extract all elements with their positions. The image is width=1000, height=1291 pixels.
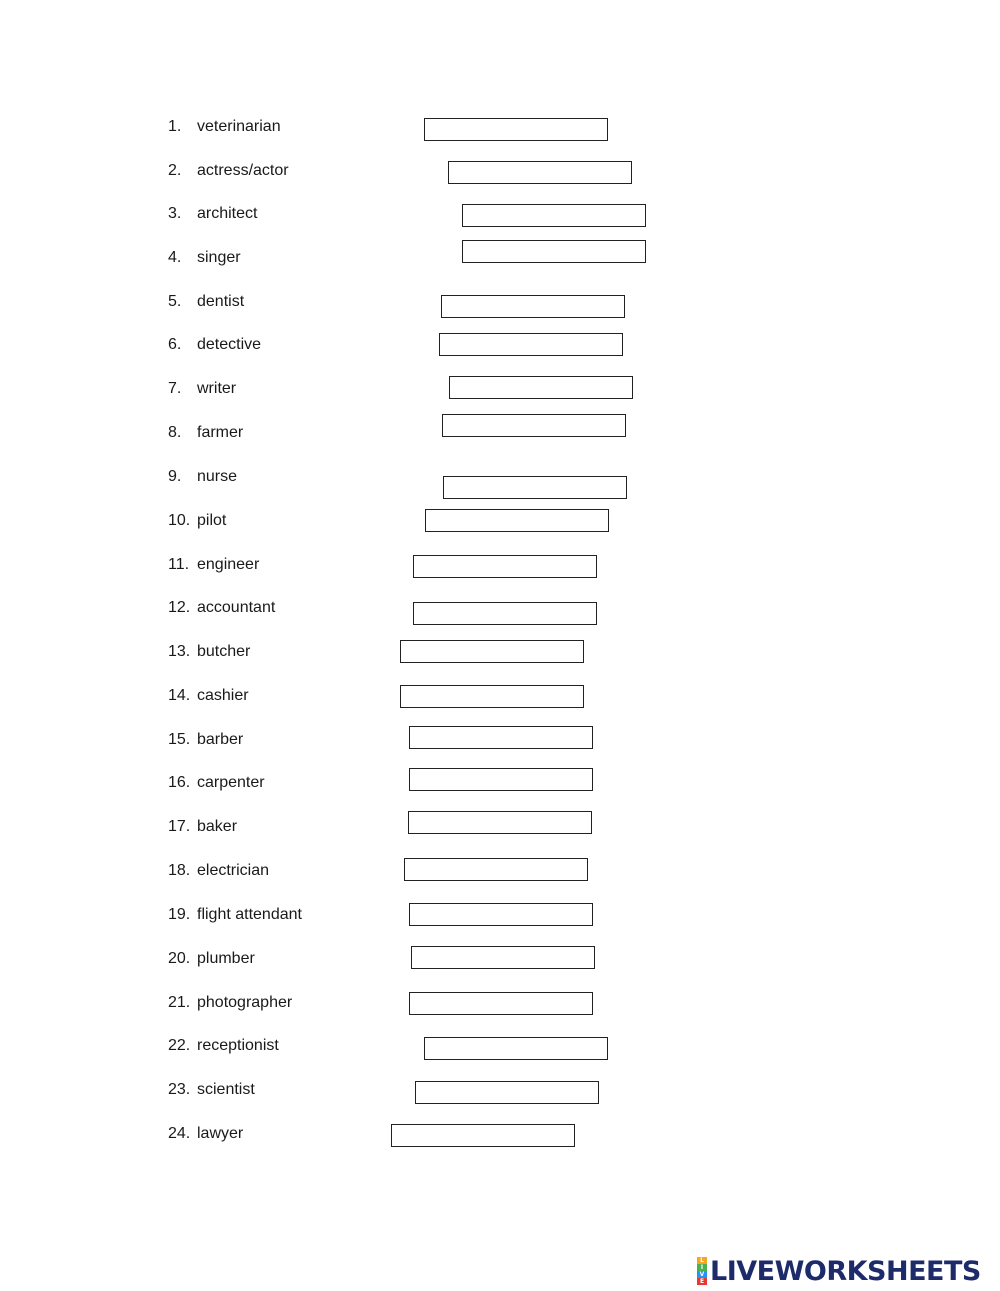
- item-word: dentist: [197, 293, 245, 310]
- answer-input[interactable]: [449, 376, 633, 399]
- item-word: photographer: [197, 994, 293, 1011]
- answer-input[interactable]: [442, 414, 626, 437]
- answer-input[interactable]: [409, 992, 593, 1015]
- list-item: [0, 599, 1000, 629]
- item-word: accountant: [197, 599, 276, 616]
- list-item: [0, 512, 1000, 542]
- item-word: pilot: [197, 512, 227, 529]
- item-number: 15.: [168, 731, 191, 748]
- list-item: [0, 424, 1000, 454]
- item-number: 17.: [168, 818, 191, 835]
- answer-input[interactable]: [411, 946, 595, 969]
- list-item: [0, 731, 1000, 761]
- answer-input[interactable]: [424, 118, 608, 141]
- list-item: [0, 950, 1000, 980]
- answer-input[interactable]: [448, 161, 632, 184]
- answer-input[interactable]: [400, 640, 584, 663]
- answer-input[interactable]: [413, 555, 597, 578]
- list-item: [0, 1037, 1000, 1067]
- item-number: 16.: [168, 774, 191, 791]
- item-word: veterinarian: [197, 118, 281, 135]
- list-item: [0, 162, 1000, 192]
- answer-input[interactable]: [408, 811, 592, 834]
- item-word: singer: [197, 249, 241, 266]
- item-number: 10.: [168, 512, 191, 529]
- item-number: 23.: [168, 1081, 191, 1098]
- answer-input[interactable]: [441, 295, 625, 318]
- item-word: detective: [197, 336, 262, 353]
- answer-input[interactable]: [443, 476, 627, 499]
- item-number: 19.: [168, 906, 191, 923]
- item-number: 18.: [168, 862, 191, 879]
- item-word: architect: [197, 205, 258, 222]
- item-number: 2.: [168, 162, 182, 179]
- answer-input[interactable]: [391, 1124, 575, 1147]
- item-word: farmer: [197, 424, 244, 441]
- item-word: electrician: [197, 862, 270, 879]
- item-word: barber: [197, 731, 244, 748]
- answer-input[interactable]: [462, 204, 646, 227]
- list-item: [0, 687, 1000, 717]
- item-word: plumber: [197, 950, 255, 967]
- item-number: 12.: [168, 599, 191, 616]
- answer-input[interactable]: [409, 768, 593, 791]
- item-number: 4.: [168, 249, 182, 266]
- answer-input[interactable]: [409, 726, 593, 749]
- item-number: 14.: [168, 687, 191, 704]
- item-number: 22.: [168, 1037, 191, 1054]
- item-word: nurse: [197, 468, 238, 485]
- list-item: [0, 1081, 1000, 1111]
- list-item: [0, 118, 1000, 148]
- logo-letter: V: [697, 1271, 707, 1278]
- list-item: [0, 380, 1000, 410]
- list-item: [0, 336, 1000, 366]
- item-word: actress/actor: [197, 162, 289, 179]
- answer-input[interactable]: [424, 1037, 608, 1060]
- item-number: 7.: [168, 380, 182, 397]
- item-word: carpenter: [197, 774, 265, 791]
- list-item: [0, 994, 1000, 1024]
- item-number: 5.: [168, 293, 182, 310]
- logo-letter: I: [697, 1264, 707, 1271]
- item-number: 11.: [168, 556, 190, 573]
- item-number: 1.: [168, 118, 182, 135]
- item-word: engineer: [197, 556, 260, 573]
- item-word: cashier: [197, 687, 249, 704]
- list-item: [0, 862, 1000, 892]
- logo-letter: E: [697, 1278, 707, 1285]
- answer-input[interactable]: [462, 240, 646, 263]
- list-item: [0, 1125, 1000, 1155]
- answer-input[interactable]: [413, 602, 597, 625]
- liveworksheets-logo: [697, 1256, 981, 1286]
- item-word: flight attendant: [197, 906, 302, 923]
- item-number: 21.: [168, 994, 191, 1011]
- list-item: [0, 249, 1000, 279]
- item-word: lawyer: [197, 1125, 244, 1142]
- item-word: receptionist: [197, 1037, 279, 1054]
- item-word: writer: [197, 380, 237, 397]
- answer-input[interactable]: [425, 509, 609, 532]
- list-item: [0, 643, 1000, 673]
- list-item: [0, 556, 1000, 586]
- list-item: [0, 818, 1000, 848]
- list-item: [0, 468, 1000, 498]
- logo-text: LIVEWORKSHEETS: [710, 1255, 981, 1287]
- list-item: [0, 293, 1000, 323]
- item-word: butcher: [197, 643, 251, 660]
- item-number: 6.: [168, 336, 182, 353]
- item-word: baker: [197, 818, 238, 835]
- item-number: 8.: [168, 424, 182, 441]
- answer-input[interactable]: [439, 333, 623, 356]
- item-number: 20.: [168, 950, 191, 967]
- item-number: 3.: [168, 205, 182, 222]
- list-item: [0, 906, 1000, 936]
- logo-letter: L: [697, 1257, 707, 1264]
- item-number: 13.: [168, 643, 191, 660]
- logo-mark-icon: [697, 1257, 707, 1285]
- list-item: [0, 205, 1000, 235]
- answer-input[interactable]: [415, 1081, 599, 1104]
- item-number: 9.: [168, 468, 182, 485]
- answer-input[interactable]: [409, 903, 593, 926]
- list-item: [0, 774, 1000, 804]
- answer-input[interactable]: [404, 858, 588, 881]
- answer-input[interactable]: [400, 685, 584, 708]
- item-word: scientist: [197, 1081, 255, 1098]
- item-number: 24.: [168, 1125, 191, 1142]
